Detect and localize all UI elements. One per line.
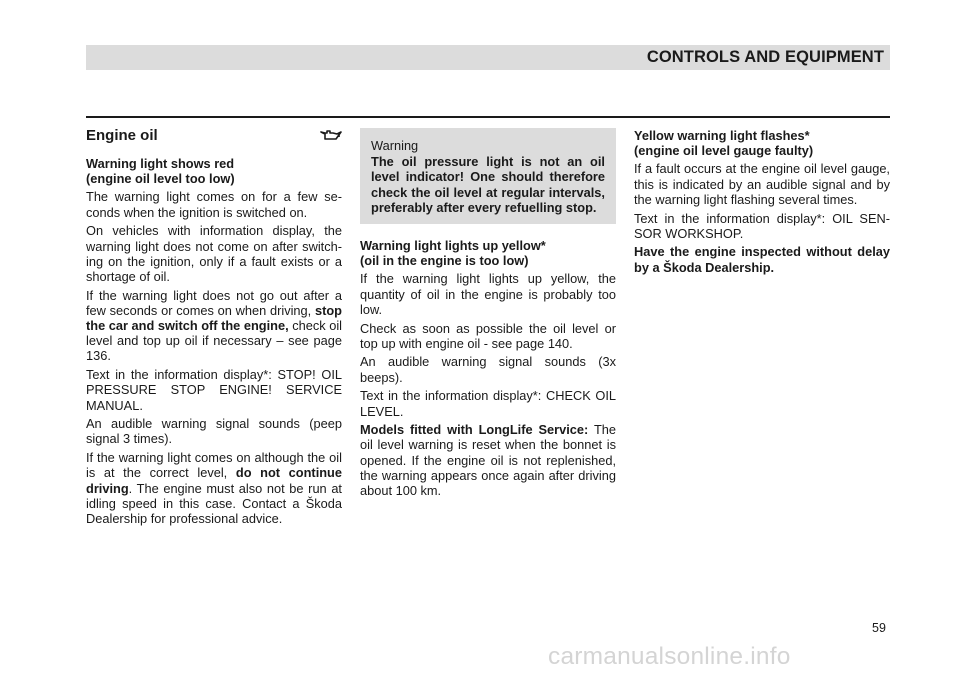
oil-can-icon (320, 129, 342, 144)
paragraph: The warning light comes on for a few seconds when the ignition is switched on. (86, 189, 342, 220)
paragraph: An audible warning signal sounds (peep signal 3 times). (86, 416, 342, 447)
column-1 (86, 128, 342, 530)
paragraph: An audible warning signal sounds (3x beeps). (360, 354, 616, 385)
paragraph: Text in the information display*: STOP! OIL PRESSURE STOP ENGINE! SERVICE MANUAL. (86, 367, 342, 413)
paragraph: If the warning light does not go out after a few seconds or comes on when driving, stop the car and switch off the engine, check oil level and top up oil if necessary – see page 136. (86, 287, 342, 364)
section-title: CONTROLS AND EQUIPMENT (646, 48, 884, 66)
paragraph: If a fault occurs at the engine oil level gauge, this is indicated by an audible signal and by the warning light flashing several times. (634, 161, 890, 207)
red-warning-subheading: Warning light shows red (engine oil level too low) (86, 156, 235, 187)
paragraph: Have the engine inspected without delay by a Škoda Dealership. (634, 244, 890, 275)
paragraph: Check as soon as possible the oil level or top up with engine oil - see page 140. (360, 320, 616, 351)
yellow-warning-subheading: Warning light lights up yellow* (oil in the engine is too low) (360, 238, 546, 269)
paragraph: If the warning light lights up yellow, the quantity of oil in the engine is probably too low. (360, 271, 616, 317)
paragraph: On vehicles with information display, the warning light does not come on after switching on the ignition, only if a fault exists or a shortage of oil. (86, 223, 342, 284)
page-number: 59 (872, 621, 886, 635)
paragraph: Text in the information display*: OIL SENSOR WORKSHOP. (634, 210, 890, 241)
paragraph: Text in the information display*: CHECK OIL LEVEL. (360, 388, 616, 419)
section-header-bar (86, 45, 890, 70)
page-heading: Engine oil (86, 127, 158, 144)
warning-body: The oil pressure light is not an oil level indicator! One should therefore check the oil level at regular intervals, preferably after every refuelling stop. (371, 154, 605, 215)
engine-oil-heading-row (86, 128, 342, 146)
watermark: carmanualsonline.info (548, 643, 791, 670)
warning-box (360, 128, 616, 224)
paragraph: If the warning light comes on although the oil is at the correct level, do not continue driving. The engine must also not be run at idling speed in this case. Contact a Škoda Dealership for professional advice. (86, 450, 342, 526)
column-2 (360, 128, 616, 502)
flashing-warning-subheading: Yellow warning light flashes* (engine oil level gauge faulty) (634, 128, 814, 159)
column-3 (634, 128, 890, 278)
section-divider (86, 116, 890, 118)
warning-title: Warning (371, 138, 419, 153)
paragraph: Models fitted with LongLife Service: The oil level warning is reset when the bonnet is opened. If the engine oil is not replenished, the warning appears once again after driving about 100 km. (360, 422, 616, 499)
